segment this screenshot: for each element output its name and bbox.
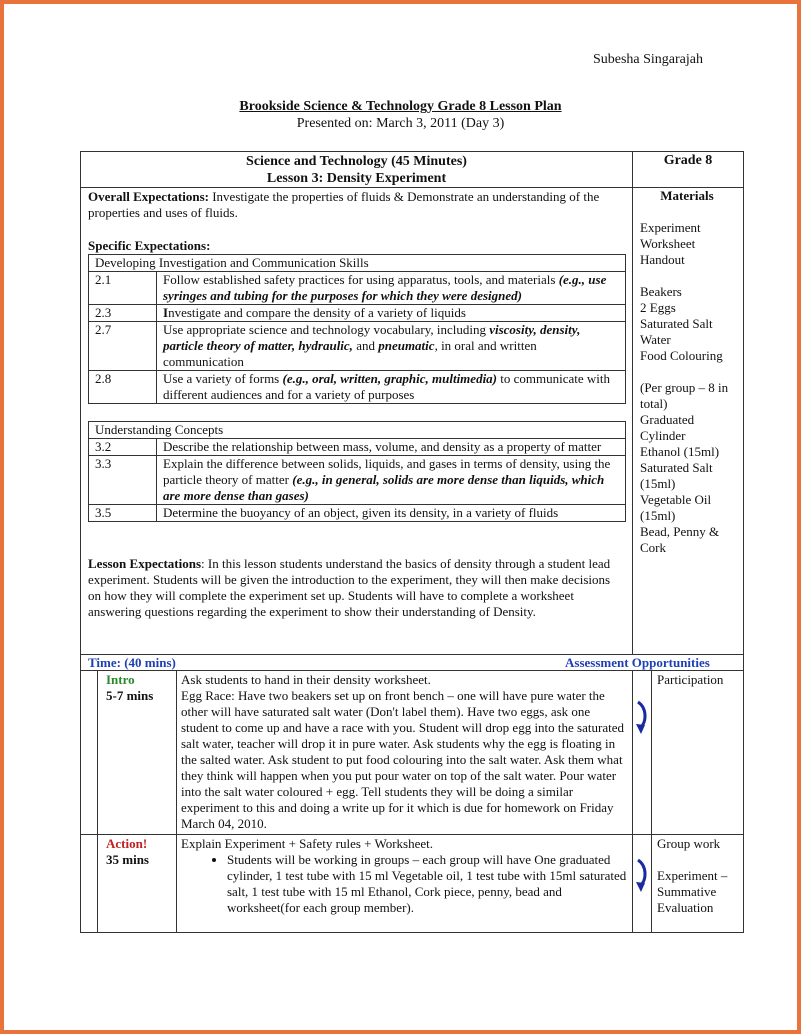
curved-arrow-icon [635,858,649,894]
author-name: Subesha Singarajah [592,52,703,67]
time-label: Time: (40 mins) [88,655,176,670]
lesson-heading: Lesson 3: Density Experiment [266,171,447,186]
table-row: 2.1 Follow established safety practices for using apparatus, tools, and materials (e.g., use syringes and tubing for the purposes for which they were designed) [89,272,626,305]
developing-skills-table [88,254,626,404]
action-activity: Explain Experiment + Safety rules + Worksheet. • Students will be working in groups – each group will have One graduated cylinder, 1 test tube with 15 ml Vegetable oil, 1 test tube with 15ml saturated salt, 1 test tube with 15 ml Ethanol, Cork piece, penny, bead and worksheet(for each group member). [181,836,627,916]
phase-action: Action! [106,836,148,851]
list-item: 2 Eggs [640,300,676,315]
subject-heading: Science and Technology (45 Minutes) [246,154,467,169]
curved-arrow-icon [635,700,649,736]
list-item: Bead, Penny & Cork [640,524,720,555]
table-row: 2.8 Use a variety of forms (e.g., oral, written, graphic, multimedia) to communicate with different audiences and for a variety of purposes [89,371,626,404]
table-row: 2.3 Investigate and compare the density of a variety of liquids [89,305,626,322]
list-item: Vegetable Oil (15ml) [640,492,712,523]
table-row: 3.3 Explain the difference between solids, liquids, and gases in terms of density, using the particle theory of matter (e.g., in general, solids are more dense than liquids, which are more dense than gases) [89,456,626,505]
document-title: Brookside Science & Technology Grade 8 Lesson Plan [239,99,562,114]
materials-heading: Materials [660,188,714,203]
intro-duration: 5-7 mins [106,688,154,703]
table-row: 3.5 Determine the buoyancy of an object, given its density, in a variety of fluids [89,505,626,522]
overall-label: Overall Expectations: [88,189,209,204]
table-row: 2.7 Use appropriate science and technology vocabulary, including viscosity, density, particle theory of matter, hydraulic, and pneumatic, in oral and written communication [89,322,626,371]
overall-expectations [88,189,630,221]
list-item: • Students will be working in groups – each group will have One graduated cylinder, 1 test tube with 15 ml Vegetable oil, 1 test tube with 15ml saturated salt, 1 test tube with 15 ml Ethanol, Cork piece, penny, bead and worksheet(for each group member). [227,852,627,916]
grade-heading: Grade 8 [663,153,713,168]
list-item: Saturated Salt (15ml) [640,460,713,491]
lesson-expectations-label: Lesson Expectations [88,556,202,571]
overall-text: Investigate the properties of fluids & Demonstrate an understanding of the properties and uses of fluids. [88,189,600,220]
intro-activity: Ask students to hand in their density worksheet. Egg Race: Have two beakers set up on front bench – one will have pure water the other will have saturated salt water (Don't label them). Have two eggs, ask one student to come up and have a race with you. Student will drop egg into the saturated salt water, teacher will drop it in pure water. Ask students why the egg is floating in the salted water. Ask student to put food colouring into the salt water. Ask them what they think will happen when you put pour water on top of the salt water. Pour water into the salt water coloured + egg. Tell students they will be doing a similar experiment to this and doing a write up for it which is due for homework on Friday March 04, 2010. [181,672,624,831]
list-item: Experiment Worksheet Handout [640,220,701,267]
list-item: Beakers [640,284,682,299]
list-item: Ethanol (15ml) [640,444,720,459]
table-header [81,153,632,187]
lesson-expectations-text: : In this lesson students understand the basics of density through a student lead experiment. Students will be given the introduction to the experiment, they will then make decisions on how they will complete the experiment set up. Students will have to complete a worksheet answering questions regarding the experiment to show their understanding of Density. [88,556,611,619]
table-row: 3.2 Describe the relationship between mass, volume, and density as a property of matter [89,439,626,456]
intro-assessment: Participation [657,672,724,687]
lesson-expectations [88,556,623,620]
understanding-heading: Understanding Concepts [89,422,626,439]
assessment-label: Assessment Opportunities [565,655,710,670]
developing-heading: Developing Investigation and Communication Skills [89,255,626,272]
list-item: (Per group – 8 in total) [640,380,729,411]
list-item: Saturated Salt Water [640,316,713,347]
list-item: Food Colouring [640,348,723,363]
understanding-concepts-table [88,421,626,522]
materials-list [640,188,740,556]
specific-label: Specific Expectations: [88,238,211,253]
action-duration: 35 mins [106,852,149,867]
phase-intro: Intro [106,672,135,687]
action-assessment: Group work Experiment – Summative Evaluation [657,836,728,915]
list-item: Graduated Cylinder [640,412,695,443]
presented-date: Presented on: March 3, 2011 (Day 3) [296,116,505,131]
